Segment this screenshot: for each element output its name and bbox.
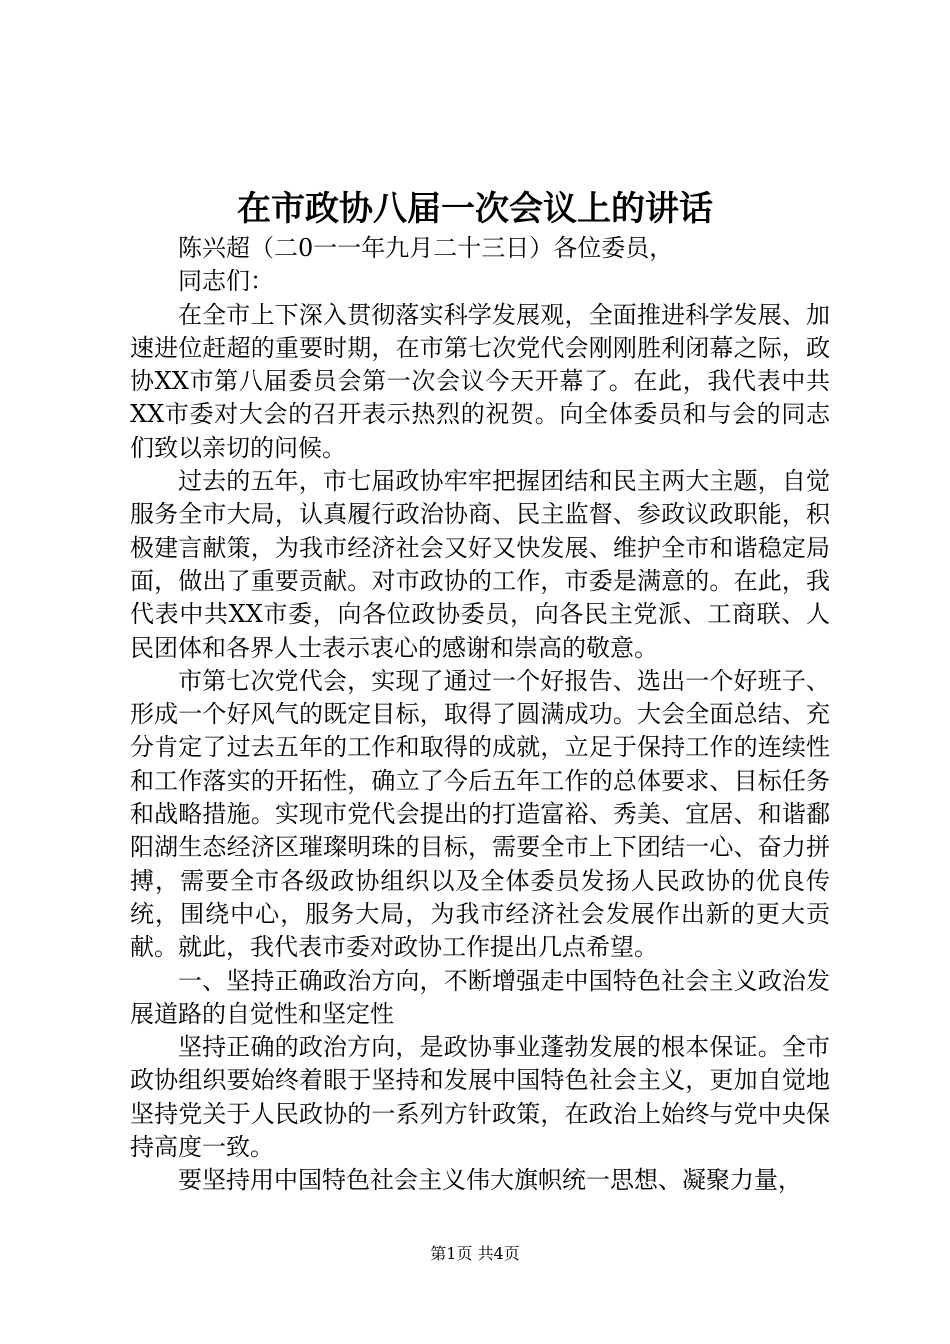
section-heading: 一、坚持正确政治方向，不断增强走中国特色社会主义政治发展道路的自觉性和坚定性 bbox=[130, 966, 830, 1028]
body-paragraph: 要坚持用中国特色社会主义伟大旗帜统一思想、凝聚力量， bbox=[178, 1166, 802, 1195]
document-title: 在市政协八届一次会议上的讲话 bbox=[237, 189, 713, 229]
salutation: 同志们： bbox=[178, 267, 274, 296]
body-paragraph: 过去的五年，市七届政协牢牢把握团结和民主两大主题，自觉服务全市大局，认真履行政治协商、民主监督、参政议政职能，积极建言献策，为我市经济社会又好又快发展、维护全市和谐稳定局面，做出了重要贡献。对市政协的工作，市委是满意的。在此，我代表中共XX市委，向各位政协委员，向各民主党派、工商联、人民团体和各界人士表示衷心的感谢和崇高的敬意。 bbox=[130, 467, 830, 662]
body-paragraph: 坚持正确的政治方向，是政协事业蓬勃发展的根本保证。全市政协组织要始终着眼于坚持和发展中国特色社会主义，更加自觉地坚持党关于人民政协的一系列方针政策，在政治上始终与党中央保持高度一致。 bbox=[130, 1033, 830, 1162]
body-paragraph: 市第七次党代会，实现了通过一个好报告、选出一个好班子、形成一个好风气的既定目标，取得了圆满成功。大会全面总结、充分肯定了过去五年的工作和取得的成就，立足于保持工作的连续性和工作落实的开拓性，确立了今后五年工作的总体要求、目标任务和战略措施。实现市党代会提出的打造富裕、秀美、宜居、和谐鄱阳湖生态经济区璀璨明珠的目标，需要全市上下团结一心、奋力拼搏，需要全市各级政协组织以及全体委员发扬人民政协的优良传统，围绕中心，服务大局，为我市经济社会发展作出新的更大贡献。就此，我代表市委对政协工作提出几点希望。 bbox=[130, 666, 830, 962]
document-body bbox=[130, 232, 830, 1198]
body-paragraph: 在全市上下深入贯彻落实科学发展观，全面推进科学发展、加速进位赶超的重要时期，在市第七次党代会刚刚胜利闭幕之际，政协XX市第八届委员会第一次会议今天开幕了。在此，我代表中共XX市委对大会的召开表示热烈的祝贺。向全体委员和与会的同志们致以亲切的问候。 bbox=[130, 300, 830, 462]
speaker-line: 陈兴超（二0一一年九月二十三日）各位委员， bbox=[178, 234, 674, 262]
page-footer: 第1页 共4页 bbox=[430, 1244, 520, 1263]
